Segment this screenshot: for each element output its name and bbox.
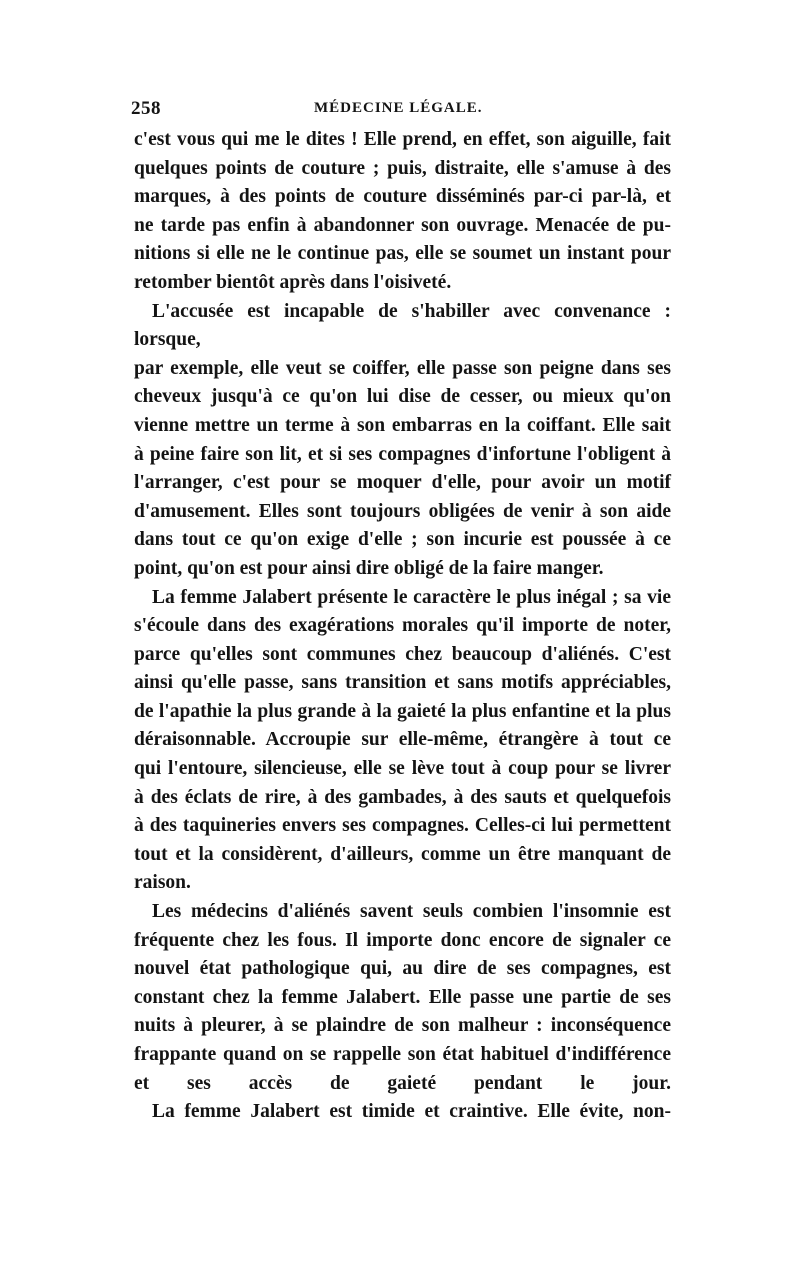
- paragraph: [134, 898, 671, 1098]
- body-text: [134, 126, 671, 1127]
- text-line: dans tout ce qu'on exige d'elle ; son incurie est poussée à ce: [134, 529, 671, 551]
- paragraph: [134, 1098, 671, 1127]
- text-line: nouvel état pathologique qui, au dire de ses compagnes, est: [134, 958, 671, 980]
- text-line: s'écoule dans des exagérations morales qu'il importe de noter,: [134, 615, 671, 637]
- paragraph: [134, 298, 671, 584]
- text-line: quelques points de couture ; puis, distraite, elle s'amuse à des: [134, 157, 671, 179]
- text-line: à des taquineries envers ses compagnes. Celles-ci lui permettent: [134, 815, 671, 837]
- text-line: tout et la considèrent, d'ailleurs, comme un être manquant de: [134, 843, 671, 865]
- text-line: ainsi qu'elle passe, sans transition et sans motifs appréciables,: [134, 672, 671, 694]
- text-line: La femme Jalabert est timide et craintive. Elle évite, non-: [152, 1101, 671, 1123]
- text-line: frappante quand on se rappelle son état habituel d'indifférence: [134, 1044, 671, 1065]
- text-line: La femme Jalabert présente le caractère le plus inégal ; sa vie: [152, 586, 671, 608]
- text-line: vienne mettre un terme à son embarras en la coiffant. Elle sait: [134, 414, 671, 436]
- paragraph: [134, 584, 671, 899]
- text-line: nuits à pleurer, à se plaindre de son malheur : inconséquence: [134, 1015, 671, 1037]
- text-line: ne tarde pas enfin à abandonner son ouvrage. Menacée de pu-: [134, 214, 671, 236]
- text-line: et ses accès de gaieté pendant le jour.: [134, 1072, 671, 1094]
- book-page: [131, 92, 671, 1127]
- paragraph: [134, 126, 671, 298]
- text-line: qui l'entoure, silencieuse, elle se lève tout à coup pour se livrer: [134, 758, 671, 780]
- text-line: à des éclats de rire, à des gambades, à des sauts et quelquefois: [134, 786, 671, 808]
- text-line: à peine faire son lit, et si ses compagnes d'infortune l'obligent à: [134, 443, 671, 465]
- text-line: marques, à des points de couture disséminés par-ci par-là, et: [134, 186, 671, 208]
- text-line: l'arranger, c'est pour se moquer d'elle, pour avoir un motif: [134, 472, 671, 494]
- running-head: [131, 92, 671, 126]
- text-line: de l'apathie la plus grande à la gaieté la plus enfantine et la plus: [134, 700, 671, 722]
- text-line: par exemple, elle veut se coiffer, elle passe son peigne dans ses: [134, 357, 671, 379]
- text-line: Les médecins d'aliénés savent seuls combien l'insomnie est: [152, 901, 671, 923]
- page-number: 258: [131, 98, 161, 119]
- text-line: fréquente chez les fous. Il importe donc encore de signaler ce: [134, 929, 671, 951]
- text-line: parce qu'elles sont communes chez beaucoup d'aliénés. C'est: [134, 643, 671, 665]
- running-title: MÉDECINE LÉGALE.: [314, 100, 483, 116]
- text-line: constant chez la femme Jalabert. Elle passe une partie de ses: [134, 986, 671, 1008]
- text-line: c'est vous qui me le dites ! Elle prend, en effet, son aiguille, fait: [134, 129, 671, 150]
- text-line: retomber bientôt après dans l'oisiveté.: [134, 271, 452, 293]
- text-line: déraisonnable. Accroupie sur elle-même, étrangère à tout ce: [134, 729, 671, 751]
- text-line: d'amusement. Elles sont toujours obligées de venir à son aide: [134, 500, 671, 522]
- text-line: nitions si elle ne le continue pas, elle se soumet un instant pour: [134, 243, 671, 265]
- text-line: L'accusée est incapable de s'habiller avec convenance : lorsque,: [134, 300, 671, 351]
- text-line: cheveux jusqu'à ce qu'on lui dise de cesser, ou mieux qu'on: [134, 386, 671, 408]
- text-line: point, qu'on est pour ainsi dire obligé de la faire manger.: [134, 557, 604, 579]
- text-line: raison.: [134, 872, 191, 894]
